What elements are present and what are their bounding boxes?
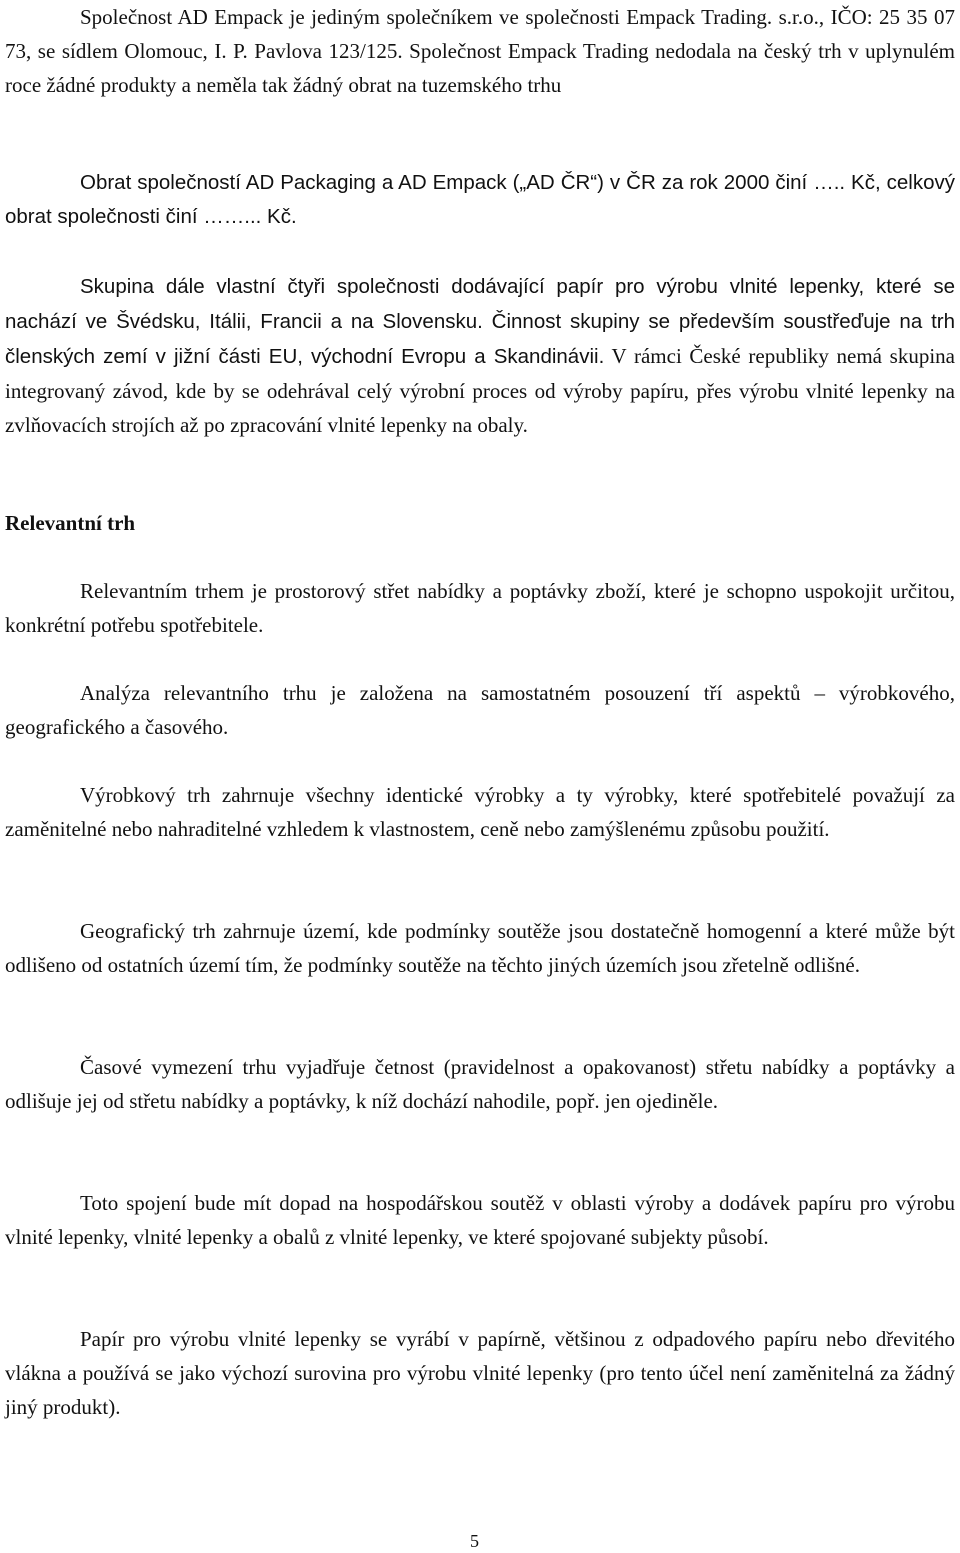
paragraph-empack-trading: Společnost AD Empack je jediným společníkem ve společnosti Empack Trading. s.r.o., IČO: 25 35 07 73, se sídlem Olomouc, I. P. Pavlova 123/125. Společnost Empack Trading nedodala na český trh v uplynulém roce žádné produkty a neměla tak žádný obrat na tuzemského trhu — [5, 5, 955, 97]
paragraph-geographic-market: Geografický trh zahrnuje území, kde podmínky soutěže jsou dostatečně homogenní a které může být odlišeno od ostatních území tím, že podmínky soutěže na těchto jiných územích jsou zřetelně odlišné. — [5, 919, 955, 977]
paragraph-product-market: Výrobkový trh zahrnuje všechny identické výrobky a ty výrobky, které spotřebitelé považují za zaměnitelné nebo nahraditelné vzhledem k vlastnostem, ceně nebo zamýšlenému způsobu použití. — [5, 783, 955, 841]
paragraph-market-analysis: Analýza relevantního trhu je založena na samostatném posouzení tří aspektů – výrobkového, geografického a časového. — [5, 681, 955, 739]
paragraph-relevant-market-definition: Relevantním trhem je prostorový střet nabídky a poptávky zboží, které je schopno uspokojit určitou, konkrétní potřebu spotřebitele. — [5, 579, 955, 637]
paragraph-paper-production: Papír pro výrobu vlnité lepenky se vyrábí v papírně, většinou z odpadového papíru nebo dřevitého vlákna a používá se jako výchozí surovina pro výrobu vlnité lepenky (pro tento účel není zaměnitelná za žádný jiný produkt). — [5, 1327, 955, 1419]
paragraph-group-companies: Skupina dále vlastní čtyři společnosti dodávající papír pro výrobu vlnité lepenky, které se nachází ve Švédsku, Itálii, Francii a na Slovensku. Činnost skupiny se především soustřeďuje na trh členských zemí v jižní části EU, východní Evropu a Skandinávii. V rámci České republiky nemá skupina integrovaný závod, kde by se odehrával celý výrobní proces od výroby papíru, přes výrobu vlnité lepenky na zvlňovacích strojích až po zpracování vlnité lepenky na obaly. — [5, 275, 955, 437]
section-heading-relevant-market: Relevantní trh — [5, 511, 136, 535]
paragraph-time-market: Časové vymezení trhu vyjadřuje četnost (pravidelnost a opakovanost) střetu nabídky a poptávky a odlišuje jej od střetu nabídky a poptávky, k níž dochází nahodile, popř. jen ojediněle. — [5, 1055, 955, 1113]
paragraph-competition-impact: Toto spojení bude mít dopad na hospodářskou soutěž v oblasti výroby a dodávek papíru pro výrobu vlnité lepenky, vlnité lepenky a obalů z vlnité lepenky, ve které spojované subjekty působí. — [5, 1191, 955, 1249]
page-number: 5 — [470, 1531, 479, 1551]
paragraph-turnover: Obrat společností AD Packaging a AD Empack („AD ČR“) v ČR za rok 2000 činí ….. Kč, celkový obrat společnosti činí ……... Kč. — [5, 171, 955, 228]
